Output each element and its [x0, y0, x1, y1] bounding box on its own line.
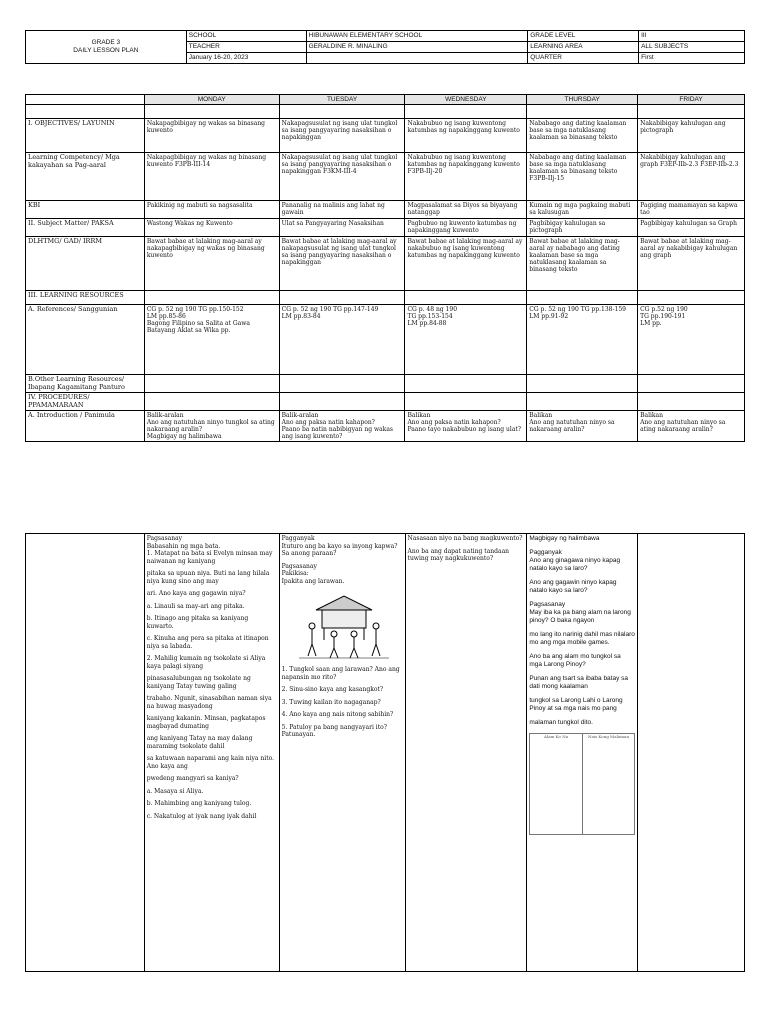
lesson-row: [26, 153, 745, 201]
lesson-cell: [405, 291, 527, 305]
lesson-cell: Balikan Ano ang natutuhan ninyo sa nakaraang aralin?: [527, 411, 638, 442]
blank-cell: [306, 53, 528, 64]
lesson-row: [26, 305, 745, 375]
lesson-cell: Nakapagbibigay ng wakas ng binasang kuwento F3PB-III-14: [144, 153, 279, 201]
lesson-cell: Nakabibigay kahulugan ang pictograph: [638, 119, 745, 153]
school-label: SCHOOL: [186, 31, 306, 42]
activity-line: 3. Tuwing kailan ito nagaganap?: [281, 698, 381, 706]
spacer-row: [26, 105, 745, 119]
lesson-cell: Pananalig na malinis ang lahat ng gawain: [279, 201, 405, 219]
activity-line: pinasasalubungan ng tsokolate ng kaniyang Tatay tuwing galing: [146, 675, 251, 690]
day-header: WEDNESDAY: [405, 95, 527, 105]
lesson-cell: [638, 375, 745, 393]
title-dlp: DAILY LESSON PLAN: [73, 47, 139, 54]
activity-line: Pagganyak Ano ang ginagawa ninyo kapag natalo kayo sa laro?: [529, 549, 621, 572]
lesson-cell: Balikan Ano ang paksa natin kahapon? Paano tayo nakabubuo ng isang ulat?: [405, 411, 527, 442]
lesson-row: [26, 291, 745, 305]
activity-line: a. Masaya si Aliya.: [146, 787, 204, 795]
activity-line: kaniyang kakanin. Minsan, pagkatapos magbayad dumating: [146, 715, 266, 730]
activity-line: ang kaniyang Tatay na may dalang maraming tsokolate dahil: [146, 735, 253, 750]
lesson-cell: Ulat sa Pangyayaring Nasaksihan: [279, 219, 405, 237]
activity-line: Pagsasanay Babasahin ng mga bata. 1. Matapat na bata si Evelyn minsan may naiwanan ng kaniyang: [146, 535, 273, 565]
row-label: KBI: [26, 201, 145, 219]
row-label: A. Introduction / Panimula: [26, 411, 145, 442]
lesson-cell: CG p. 52 ng 190 TG pp.147-149 LM pp.83-84: [279, 305, 405, 375]
day-header: FRIDAY: [638, 95, 745, 105]
activity-line: 1. Tungkol saan ang larawan? Ano ang napansin mo rito?: [281, 666, 400, 681]
activity-line: sa katuwaan naparami ang kain niya nito. Ano kaya ang: [146, 755, 275, 770]
activity-line: tungkol sa Larong Lahi o Larong Pinoy at sa mga nais mo pang: [529, 697, 623, 712]
activity-line: pitaka sa upuan niya. Buti na lang hilala niya kung sino ang may: [146, 570, 270, 585]
activity-line: 2. Sinu-sino kaya ang kasangkot?: [281, 686, 384, 693]
lesson-cell: [144, 375, 279, 393]
lesson-cell: Pagbubuo ng kuwento katumbas ng napakinggang kuwento: [405, 219, 527, 237]
lesson-cell: [638, 393, 745, 411]
date-value: January 16-20, 2023: [186, 53, 306, 64]
activity-line: Magbigay ng halimbawa: [529, 535, 600, 542]
row-label: IV. PROCEDURES/ PPAMAMARAAN: [26, 393, 145, 411]
activity-line: 5. Patuloy pa bang nangyayari ito? Patunayan.: [281, 723, 387, 738]
lesson-cell: CG p. 52 ng 190 TG pp.150-152 LM pp.85-86 Bagong Filipino sa Salita at Gawa Batayang Aklat sa Wika pp.: [144, 305, 279, 375]
row-label: Learning Competency/ Mga kakayahan sa Pag-aaral: [26, 153, 145, 201]
activity-line: malaman tungkol dito.: [529, 719, 593, 726]
lesson-cell: Kumain ng mga pagkaing mabuti sa kalusugan: [527, 201, 638, 219]
activity-line: Ano ang gagawin ninyo kapag natalo kayo sa laro?: [529, 579, 617, 594]
lesson-plan-table: [25, 94, 745, 442]
lesson-cell: Bawat babae at lalaking mag-aaral ay nakapagsusulat ng isang ulat tungkol sa isang pangyayaring nasaksihan o napakinggan: [279, 237, 405, 291]
lesson-cell: [405, 375, 527, 393]
lesson-cell: Nababago ang dating kaalaman base sa mga natuklasang kaalaman sa binasang teksto F3PB-IIj-15: [527, 153, 638, 201]
lesson-cell: Nakapagsusulat ng isang ulat tungkol sa isang pangyayaring nasaksihan o napakinggan: [279, 119, 405, 153]
spacer-cell: [638, 105, 745, 119]
activity-line: c. Kinuha ang pera sa pitaka at itinapon niya sa labada.: [146, 635, 269, 650]
day-header: TUESDAY: [279, 95, 405, 105]
day-header: THURSDAY: [527, 95, 638, 105]
row-label: III. LEARNING RESOURCES: [26, 291, 145, 305]
chart-col-know: Alam Ko Na: [530, 734, 582, 834]
activity-line: 4. Ano kaya ang nais nitong sabihin?: [281, 711, 394, 718]
area-value: ALL SUBJECTS: [639, 42, 745, 53]
lesson-cell: Nakabubuo ng isang kuwentong katumbas ng napakinggang kuwento F3PB-IIj-20: [405, 153, 527, 201]
lesson-cell: Nakapagsusulat ng isang ulat tungkol sa isang pangyayaring nasaksihan o napakinggan F3KM-III-4: [279, 153, 405, 201]
lesson-cell: Nakabibigay kahulugan ang graph F3EP-IIb-2.3 F3EP-IIb-2.3: [638, 153, 745, 201]
lesson-row: [26, 219, 745, 237]
lesson-cell: Bawat babae at lalaking mag-aaral ay nakapagbibigay ng wakas ng binasang kuwento: [144, 237, 279, 291]
lesson-cell: Nababago ang dating kaalaman base sa mga natuklasang kaalaman sa binasang teksto: [527, 119, 638, 153]
lesson-cell: [279, 393, 405, 411]
day-header-blank: [26, 95, 145, 105]
activity-line: Punan ang tsart sa ibaba batay sa dati mong kaalaman: [529, 675, 629, 690]
activity-line: pwedeng mangyari sa kaniya?: [146, 775, 239, 782]
activity-line: Nasasaan niyo na bang magkuwento?: [407, 535, 523, 542]
procedure-label-blank: [26, 534, 145, 972]
lesson-cell: Magpasalamat sa Diyos sa biyayang natanggap: [405, 201, 527, 219]
lesson-row: [26, 201, 745, 219]
lesson-cell: [638, 291, 745, 305]
school-value: HIBUNAWAN ELEMENTARY SCHOOL: [306, 31, 528, 42]
lesson-cell: Pakikinig ng mabuti sa nagsasalita: [144, 201, 279, 219]
spacer-cell: [144, 105, 279, 119]
activity-line: c. Nakatulog at iyak nang iyak dahil: [146, 812, 257, 820]
lesson-cell: [279, 291, 405, 305]
lesson-cell: Pagbibigay kahulugan sa pictograph: [527, 219, 638, 237]
lesson-cell: Balikan Ano ang natutuhan ninyo sa ating nakaraang aralin?: [638, 411, 745, 442]
activity-line: Ano ba ang alam mo tungkol sa mga Larong Pinoy?: [529, 653, 621, 668]
thursday-activities: [527, 534, 638, 972]
lesson-cell: CG p.52 ng 190 TG pp.190-191 LM pp.: [638, 305, 745, 375]
lesson-plan-title: [26, 31, 187, 64]
quarter-label: QUARTER: [528, 53, 639, 64]
wednesday-activities: [405, 534, 527, 972]
lesson-cell: Nakapagbibigay ng wakas sa binasang kuwento: [144, 119, 279, 153]
row-label: DLHTMG/ GAD/ IRRM: [26, 237, 145, 291]
row-label: B.Other Learning Resources/ Ibapang Kagamitang Panturo: [26, 375, 145, 393]
day-header: MONDAY: [144, 95, 279, 105]
quarter-value: First: [639, 53, 745, 64]
lesson-cell: Balik-aralan Ano ang natutuhan ninyo tungkol sa ating nakaraang aralin? Magbigay ng halimbawa: [144, 411, 279, 442]
lesson-cell: [527, 291, 638, 305]
pictograph-illustration: [294, 590, 394, 660]
lesson-cell: [279, 375, 405, 393]
row-label: I. OBJECTIVES/ LAYUNIN: [26, 119, 145, 153]
lesson-cell: CG p. 48 ng 190 TG pp.153-154 LM pp.84-88: [405, 305, 527, 375]
row-label: A. References/ Sanggunian: [26, 305, 145, 375]
header-table: [25, 30, 745, 64]
spacer-cell: [26, 105, 145, 119]
lesson-cell: Balik-aralan Ano ang paksa natin kahapon? Paano ba natin nabibigyan ng wakas ang isang kuwento?: [279, 411, 405, 442]
title-grade: GRADE 3: [91, 39, 121, 46]
lesson-cell: Pagiging mamamayan sa kapwa tao: [638, 201, 745, 219]
lesson-cell: Bawat babae at lalaking mag-aaral ay nakabubuo ng isang kuwentong katumbas ng napakinggang kuwento: [405, 237, 527, 291]
lesson-cell: [527, 393, 638, 411]
friday-activities: [638, 534, 745, 972]
activity-line: a. Linauli sa may-ari ang pitaka.: [146, 602, 245, 610]
activity-line: 2. Mahilig kumain ng tsokolate si Aliya kaya palagi siyang: [146, 655, 266, 670]
teacher-value: GERALDINE R. MINALING: [306, 42, 528, 53]
area-label: LEARNING AREA: [528, 42, 639, 53]
activity-line: trabaho. Ngunit, sinasabihan naman siya na huwag masyadong: [146, 695, 272, 710]
lesson-cell: [144, 393, 279, 411]
activity-line: mo lang ito narinig dahil mas nilalaro mo ang mga mobile games.: [529, 631, 635, 646]
lesson-cell: [527, 375, 638, 393]
lesson-cell: Pagbibigay kahulugan sa Graph: [638, 219, 745, 237]
activity-line: Pagsasanay Pakikisa: Ipakita ang larawan.: [281, 562, 345, 585]
lesson-cell: Wastong Wakas ng Kuwento: [144, 219, 279, 237]
grade-label: GRADE LEVEL: [528, 31, 639, 42]
lesson-row: [26, 375, 745, 393]
lesson-row: [26, 119, 745, 153]
procedures-continued-table: [25, 533, 745, 972]
lesson-cell: CG p. 52 ng 190 TG pp.138-159 LM pp.91-92: [527, 305, 638, 375]
activity-line: ari. Ano kaya ang gagawin niya?: [146, 590, 246, 597]
lesson-row: [26, 393, 745, 411]
knowledge-chart: [529, 733, 635, 835]
grade-value: III: [639, 31, 745, 42]
monday-activities: [144, 534, 279, 972]
lesson-cell: Nakabubuo ng isang kuwentong katumbas ng napakinggang kuwento: [405, 119, 527, 153]
lesson-row: [26, 411, 745, 442]
activity-line: b. Itinago ang pitaka sa kaniyang kuwarto.: [146, 615, 249, 630]
teacher-label: TEACHER: [186, 42, 306, 53]
row-label: II. Subject Matter/ PAKSA: [26, 219, 145, 237]
spacer-cell: [405, 105, 527, 119]
day-header-row: [26, 95, 745, 105]
spacer-cell: [279, 105, 405, 119]
tuesday-activities: [279, 534, 405, 972]
lesson-cell: [405, 393, 527, 411]
chart-col-want: Nais Kong Malaman: [587, 734, 630, 739]
lesson-cell: Bawat babae at lalaking mag-aaral ay nababago ang dating kaalaman base sa mga natuklasang kaalaman sa binasang teksto: [527, 237, 638, 291]
activity-line: Pagganyak Ituturo ang ba kayo sa inyong kapwa? Sa anong paraan?: [281, 535, 398, 557]
activity-line: b. Mahimbing ang kaniyang tulog.: [146, 800, 252, 807]
spacer-cell: [527, 105, 638, 119]
lesson-cell: [144, 291, 279, 305]
lesson-cell: Bawat babae at lalaking mag-aaral ay nakabibigay kahulugan ang graph: [638, 237, 745, 291]
activity-line: Ano ba ang dapat nating tandaan tuwing may nagkukuwento?: [407, 547, 510, 562]
lesson-row: [26, 237, 745, 291]
activity-line: Pagsasanay May iba ka pa bang alam na larong pinoy? O baka ngayon: [529, 601, 631, 624]
